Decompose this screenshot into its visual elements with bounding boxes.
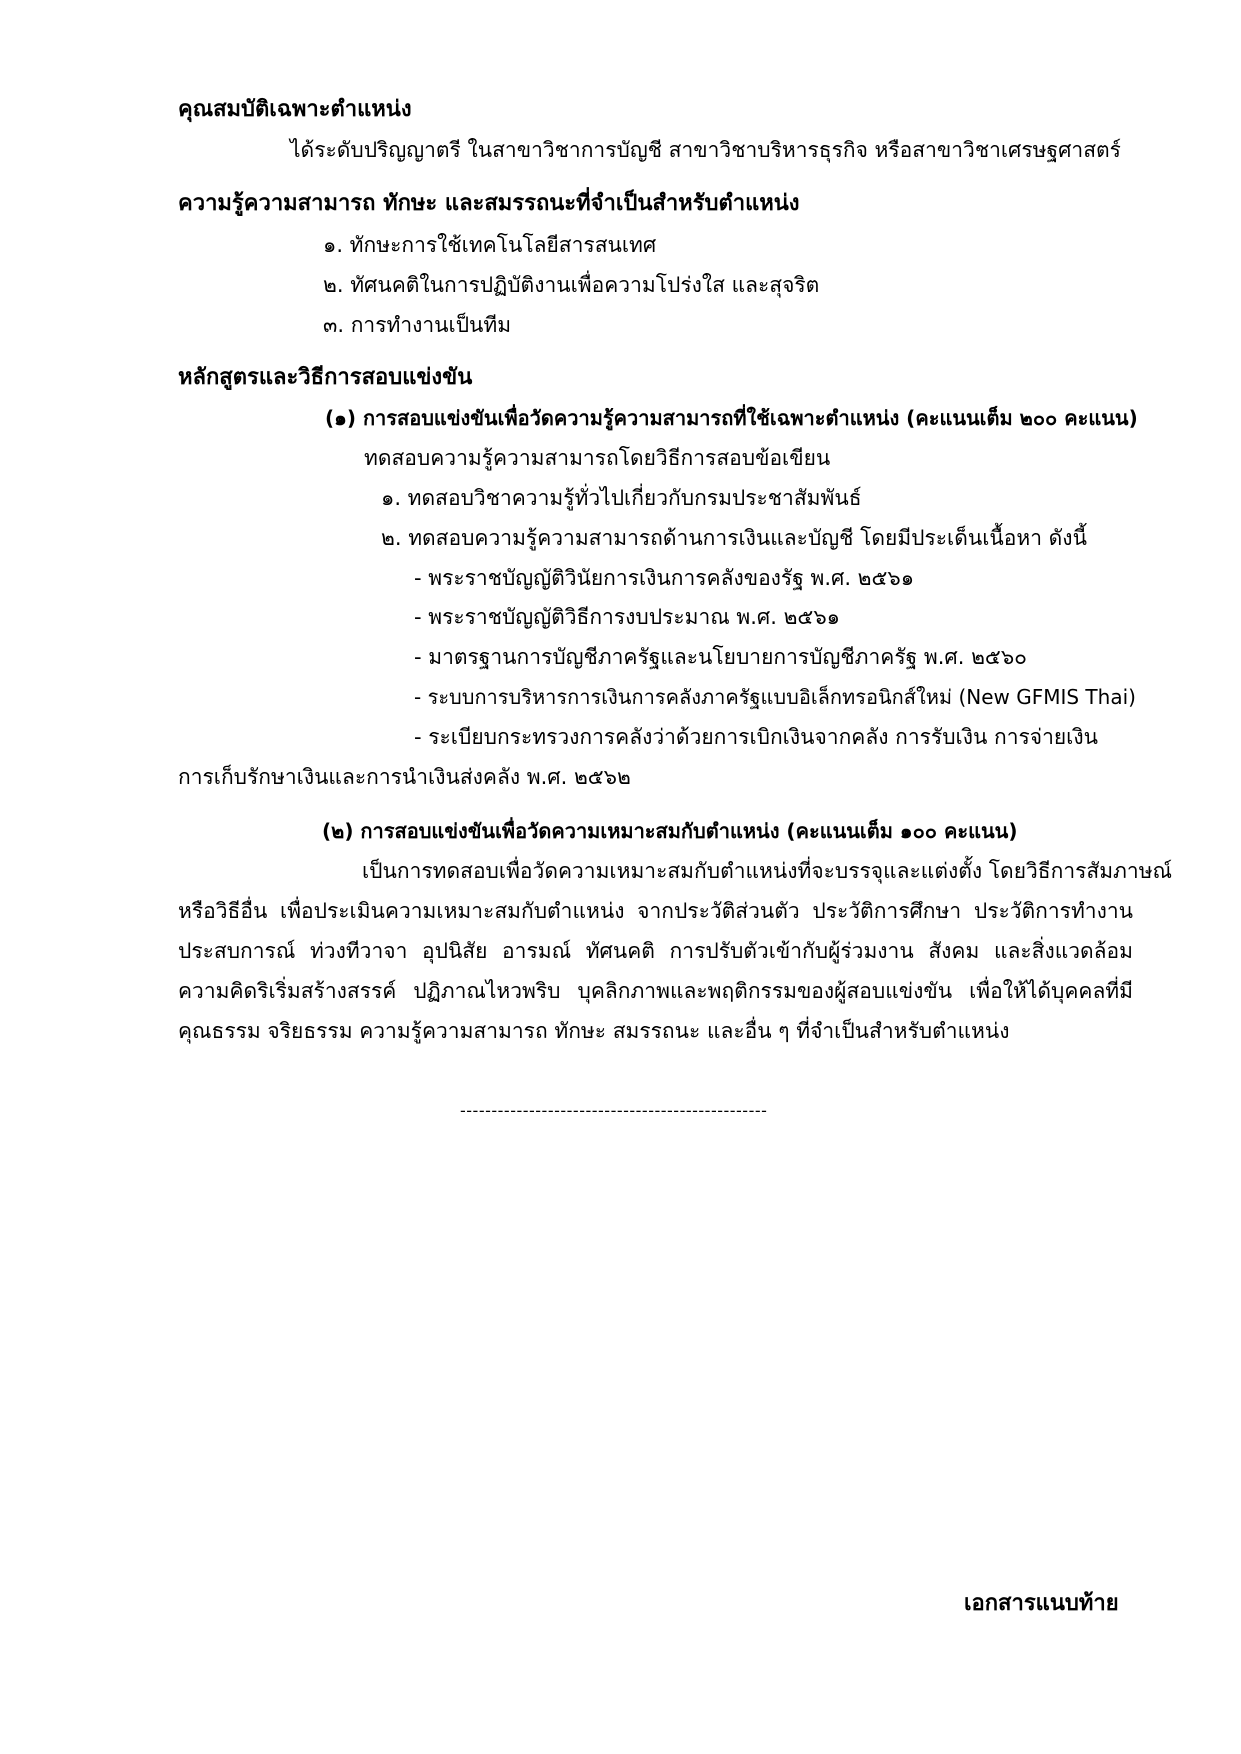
competency-item: ๒. ทัศนคติในการปฏิบัติงานเพื่อความโปร่งใส และสุจริต — [323, 273, 820, 297]
part2-paragraph-line: หรือวิธีอื่น เพื่อประเมินความเหมาะสมกับตำแหน่ง จากประวัติส่วนตัว ประวัติการศึกษา ประวัติการทำงาน — [178, 899, 1133, 923]
competencies-heading: ความรู้ความสามารถ ทักษะ และสมรรถนะที่จำเป็นสำหรับตำแหน่ง — [178, 191, 800, 216]
part1-item: ๑. ทดสอบวิชาความรู้ทั่วไปเกี่ยวกับกรมประชาสัมพันธ์ — [381, 486, 862, 510]
part1-subitem: - มาตรฐานการบัญชีภาครัฐและนโยบายการบัญชีภาครัฐ พ.ศ. ๒๕๖๐ — [414, 645, 1027, 669]
part1-subitem: - พระราชบัญญัติวินัยการเงินการคลังของรัฐ พ.ศ. ๒๕๖๑ — [414, 566, 915, 590]
part2-paragraph-line: ประสบการณ์ ท่วงทีวาจา อุปนิสัย อารมณ์ ทัศนคติ การปรับตัวเข้ากับผู้ร่วมงาน สังคม และสิ่งแวดล้อม — [178, 939, 1133, 963]
part1-method: ทดสอบความรู้ความสามารถโดยวิธีการสอบข้อเขียน — [364, 446, 831, 470]
divider-line: ------------------------------------------------- — [460, 1101, 768, 1120]
part1-title: (๑) การสอบแข่งขันเพื่อวัดความรู้ความสามารถที่ใช้เฉพาะตำแหน่ง (คะแนนเต็ม ๒๐๐ คะแนน) — [325, 406, 1138, 430]
qualifications-heading: คุณสมบัติเฉพาะตำแหน่ง — [178, 97, 412, 122]
footer-attachment-label: เอกสารแนบท้าย — [964, 1591, 1119, 1616]
part1-subitem: - พระราชบัญญัติวิธีการงบประมาณ พ.ศ. ๒๕๖๑ — [414, 605, 840, 629]
part1-subitem: - ระเบียบกระทรวงการคลังว่าด้วยการเบิกเงินจากคลัง การรับเงิน การจ่ายเงิน — [414, 725, 1098, 749]
part1-continuation: การเก็บรักษาเงินและการนำเงินส่งคลัง พ.ศ. ๒๕๖๒ — [178, 765, 631, 789]
part1-item: ๒. ทดสอบความรู้ความสามารถด้านการเงินและบัญชี โดยมีประเด็นเนื้อหา ดังนี้ — [381, 526, 1087, 550]
part2-title: (๒) การสอบแข่งขันเพื่อวัดความเหมาะสมกับตำแหน่ง (คะแนนเต็ม ๑๐๐ คะแนน) — [322, 819, 1018, 843]
competency-item: ๑. ทักษะการใช้เทคโนโลยีสารสนเทศ — [323, 233, 657, 257]
competency-item: ๓. การทำงานเป็นทีม — [323, 313, 512, 337]
qualifications-text: ได้ระดับปริญญาตรี ในสาขาวิชาการบัญชี สาขาวิชาบริหารธุรกิจ หรือสาขาวิชาเศรษฐศาสตร์ — [290, 138, 1121, 162]
part2-paragraph-line: ความคิดริเริ่มสร้างสรรค์ ปฏิภาณไหวพริบ บุคลิกภาพและพฤติกรรมของผู้สอบแข่งขัน เพื่อให้ได้บุคคลที่มี — [178, 979, 1133, 1003]
curriculum-heading: หลักสูตรและวิธีการสอบแข่งขัน — [178, 365, 473, 390]
part1-subitem: - ระบบการบริหารการเงินการคลังภาครัฐแบบอิเล็กทรอนิกส์ใหม่ (New GFMIS Thai) — [414, 685, 1136, 709]
part2-paragraph-line: เป็นการทดสอบเพื่อวัดความเหมาะสมกับตำแหน่งที่จะบรรจุและแต่งตั้ง โดยวิธีการสัมภาษณ์ — [362, 859, 1173, 883]
part2-paragraph-line: คุณธรรม จริยธรรม ความรู้ความสามารถ ทักษะ สมรรถนะ และอื่น ๆ ที่จำเป็นสำหรับตำแหน่ง — [178, 1019, 1010, 1043]
